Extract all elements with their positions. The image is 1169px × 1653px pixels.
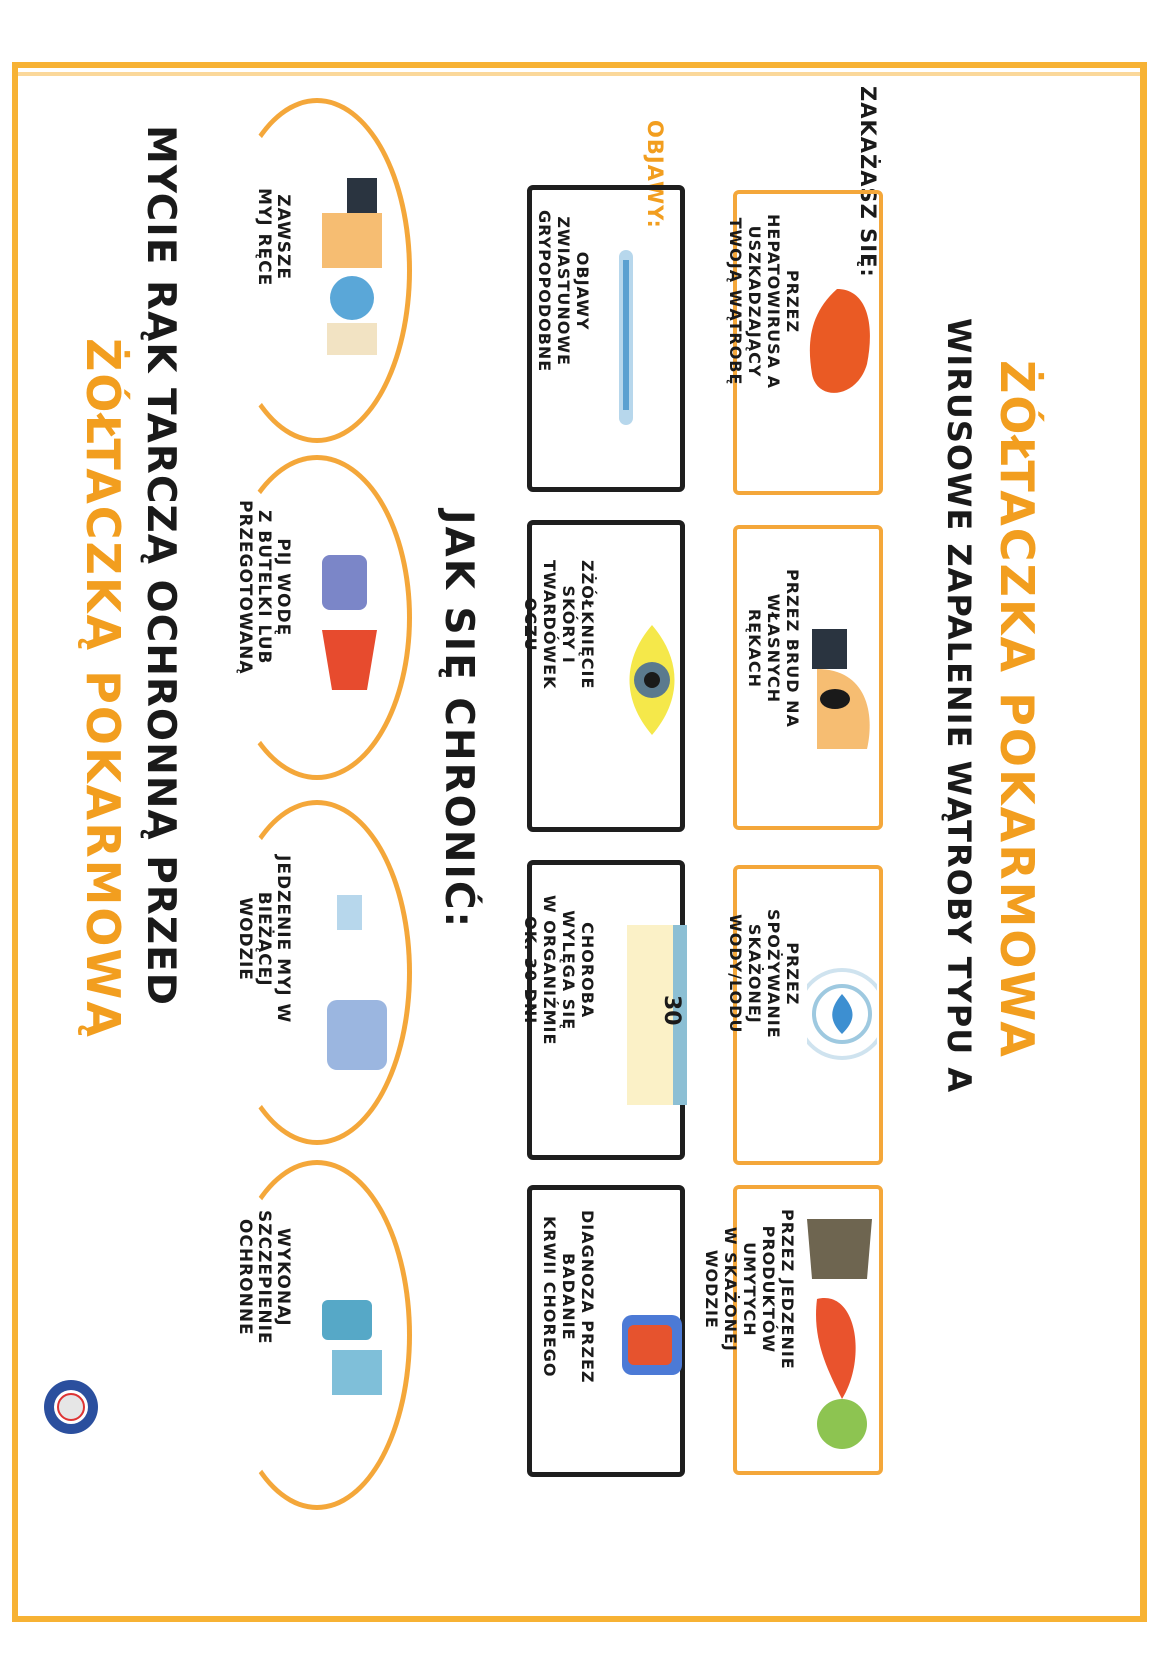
infection-text-4: PRZEZ JEDZENIE PRODUKTÓW UMYTYCH W SKAŻONEJ WODZIE: [702, 1209, 797, 1370]
symptom-text-4: DIAGNOZA PRZEZ BADANIE KRWII CHOREGO: [540, 1210, 597, 1384]
protection-text-1: ZAWSZE MYJ RĘCE: [254, 188, 293, 287]
infection-text-3: PRZEZ SPOŻYWANIE SKAŻONEJ WODY/LODU: [726, 909, 802, 1039]
symptom-card-flu: [527, 185, 685, 492]
vaccine-icon: [312, 1295, 392, 1405]
protection-circle-handwash: [222, 98, 412, 443]
protection-text-3: JEDZENIE MYJ W BIEŻĄCEJ WODZIE: [235, 855, 293, 1024]
infection-card-vegetables: [702, 1185, 883, 1475]
symptom-text-2: ZŻÓŁKNIĘCIE SKÓRY I TWARDÓWEK OCZU: [521, 560, 597, 690]
infection-text-1: PRZEZ HEPATOWIRUSA A USZKADZAJĄCY TWOJĄ WĄTROBĘ: [726, 214, 802, 390]
liver-icon: [797, 284, 877, 404]
slogan-line1: MYCIE RĄK TARCZĄ OCHRONNĄ PRZED: [138, 125, 183, 1007]
infection-card-water: [726, 865, 883, 1165]
symptoms-heading: OBJAWY:: [643, 120, 667, 229]
slogan-line2: ŻÓŁTACZKĄ POKARMOWĄ: [76, 338, 130, 1039]
poster-title: ŻÓŁTACZKA POKARMOWA: [990, 360, 1044, 1059]
thermometer-icon: [607, 250, 647, 430]
protection-circle-water: [222, 455, 412, 780]
protection-circle-washfood: [222, 800, 412, 1145]
hand-wash-icon: [312, 178, 392, 358]
water-drop-icon: [807, 949, 877, 1079]
infection-heading: ZAKAŻASZ SIĘ:: [856, 86, 880, 278]
poster-subtitle: WIRUSOWE ZAPALENIE WĄTROBY TYPU A: [940, 318, 978, 1094]
symptom-card-diagnosis: [527, 1185, 685, 1477]
blood-tube-icon: [622, 1310, 682, 1380]
protection-heading: JAK SIĘ CHRONIĆ:: [436, 510, 481, 930]
faucet-pot-icon: [317, 890, 397, 1080]
protection-text-4: WYKONAJ SZCZEPIENIE OCHRONNE: [235, 1210, 293, 1345]
symptom-text-1: OBJAWY ZWIASTUNOWE GRYPOPODOBNE: [535, 210, 592, 373]
symptom-text-3: CHOROBA WYLĘGA SIĘ W ORGANIŹMIE OK. 30 DNI: [521, 895, 597, 1046]
infection-text-2: PRZEZ BRUD NA WŁASNYCH RĘKACH: [745, 569, 802, 728]
protection-circle-vaccine: [222, 1160, 412, 1510]
yellow-eye-icon: [617, 620, 687, 740]
infection-card-liver: [726, 190, 883, 495]
water-bottle-icon: [312, 555, 392, 695]
infection-card-hand: [733, 525, 883, 830]
calendar-day: 30: [659, 995, 684, 1026]
symptom-card-incubation: [521, 860, 685, 1160]
protection-text-2: PIJ WODĘ Z BUTELKI LUB PRZEGOTOWANĄ: [235, 500, 293, 675]
sanitary-inspection-logo: [42, 1378, 100, 1436]
vegetables-icon: [797, 1209, 882, 1459]
dirty-hand-icon: [807, 624, 877, 754]
symptom-card-jaundice: [521, 520, 685, 832]
